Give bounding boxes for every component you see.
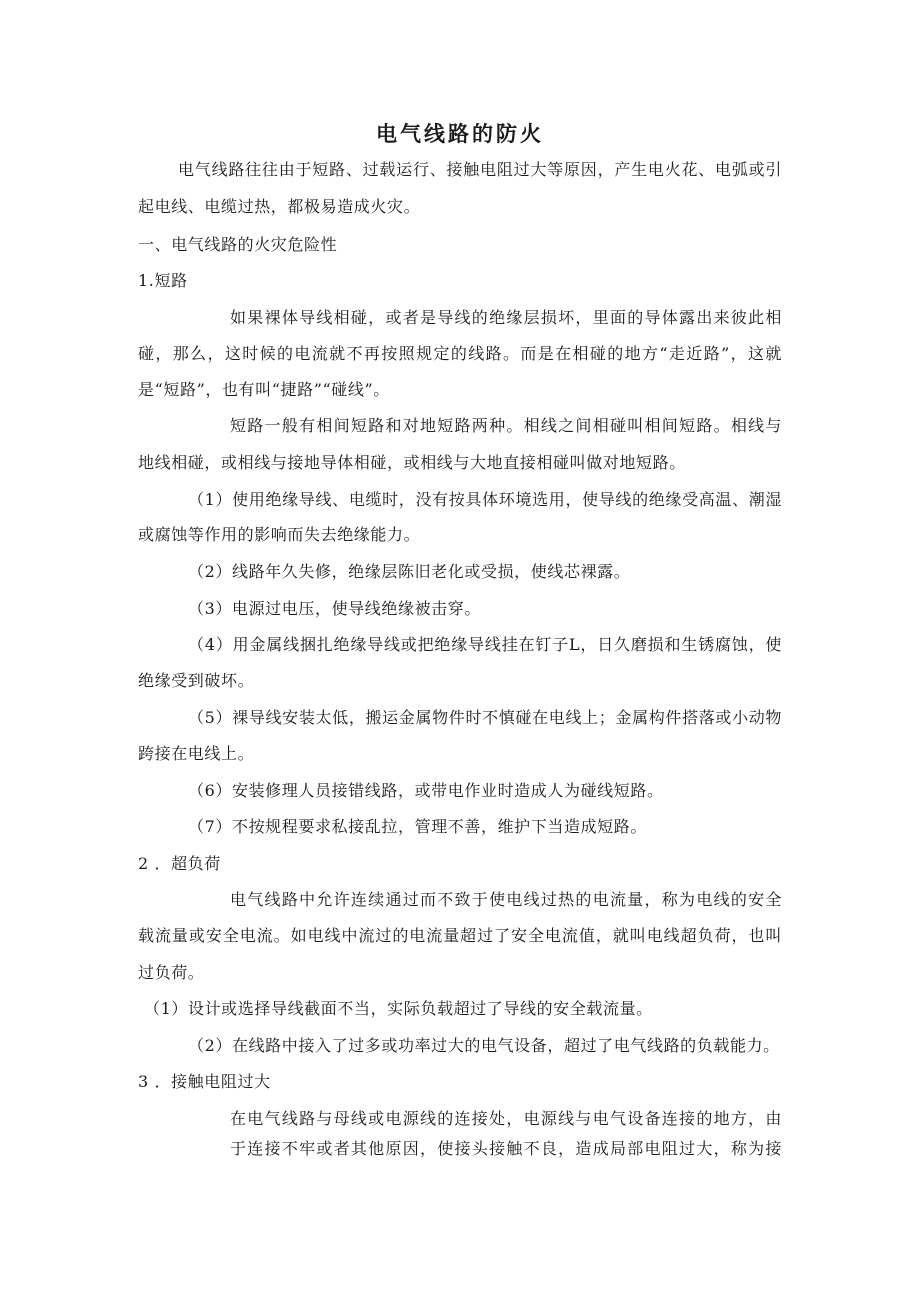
intro-line: 电气线路往往由于短路、过载运行、接触电阻过大等原因，产生电火花、电弧或引 [178,160,782,179]
list-item: （3）电源过电压，使导线绝缘被击穿。 [188,599,481,618]
paragraph-line: 短路一般有相间短路和对地短路两种。相线之间相碰叫相间短路。相线与 [230,416,782,435]
list-item: （7）不按规程要求私接乱拉，管理不善，维护下当造成短路。 [188,817,647,836]
paragraph-line: 电气线路中允许连续通过而不致于使电线过热的电流量，称为电线的安全 [230,890,782,909]
paragraph-line: 载流量或安全电流。如电线中流过的电流量超过了安全电流值，就叫电线超负荷，也叫 [138,926,782,945]
intro-line: 起电线、电缆过热，都极易造成火灾。 [138,197,421,216]
paragraph-line: 如果裸体导线相碰，或者是导线的绝缘层损坏，里面的导体露出来彼此相 [230,308,782,327]
subsection-heading: 2 ．超负荷 [138,854,221,873]
list-item: （2）线路年久失修，绝缘层陈旧老化或受损，使线芯裸露。 [188,562,631,581]
list-item: （5）裸导线安装太低，搬运金属物件时不慎碰在电线上；金属构件搭落或小动物 [188,708,782,727]
section-heading: 一、电气线路的火灾危险性 [138,235,338,254]
list-item: （1）设计或选择导线截面不当，实际负载超过了导线的安全载流量。 [144,999,653,1018]
list-item: （6）安装修理人员接错线路，或带电作业时造成人为碰线短路。 [188,781,664,800]
list-item: （1）使用绝缘导线、电缆时，没有按具体环境选用，使导线的绝缘受高温、潮湿 [188,490,782,509]
list-item-continued: 或腐蚀等作用的影响而失去绝缘能力。 [138,525,421,544]
paragraph-line: 碰，那么，这时候的电流就不再按照规定的线路。而是在相碰的地方“走近路”，这就 [138,344,782,363]
paragraph-line: 过负荷。 [138,963,205,982]
list-item-continued: 绝缘受到破坏。 [138,671,255,690]
list-item: （4）用金属线捆扎绝缘导线或把绝缘导线挂在钉子L，日久磨损和生锈腐蚀，使 [188,635,782,654]
list-item-continued: 跨接在电线上。 [138,744,255,763]
page-title: 电气线路的防火 [376,121,544,146]
subsection-heading: 3 ．接触电阻过大 [138,1072,271,1091]
list-item: （2）在线路中接入了过多或功率过大的电气设备，超过了电气线路的负载能力。 [188,1036,780,1055]
paragraph-line: 在电气线路与母线或电源线的连接处，电源线与电气设备连接的地方，由 [230,1109,782,1128]
paragraph-line: 地线相碰，或相线与接地导体相碰，或相线与大地直接相碰叫做对地短路。 [138,453,686,472]
paragraph-line: 是“短路”，也有叫“捷路”“碰线”。 [138,380,390,399]
subsection-heading: 1.短路 [138,271,188,290]
paragraph-line: 于连接不牢或者其他原因，使接头接触不良，造成局部电阻过大，称为接 [230,1139,782,1158]
